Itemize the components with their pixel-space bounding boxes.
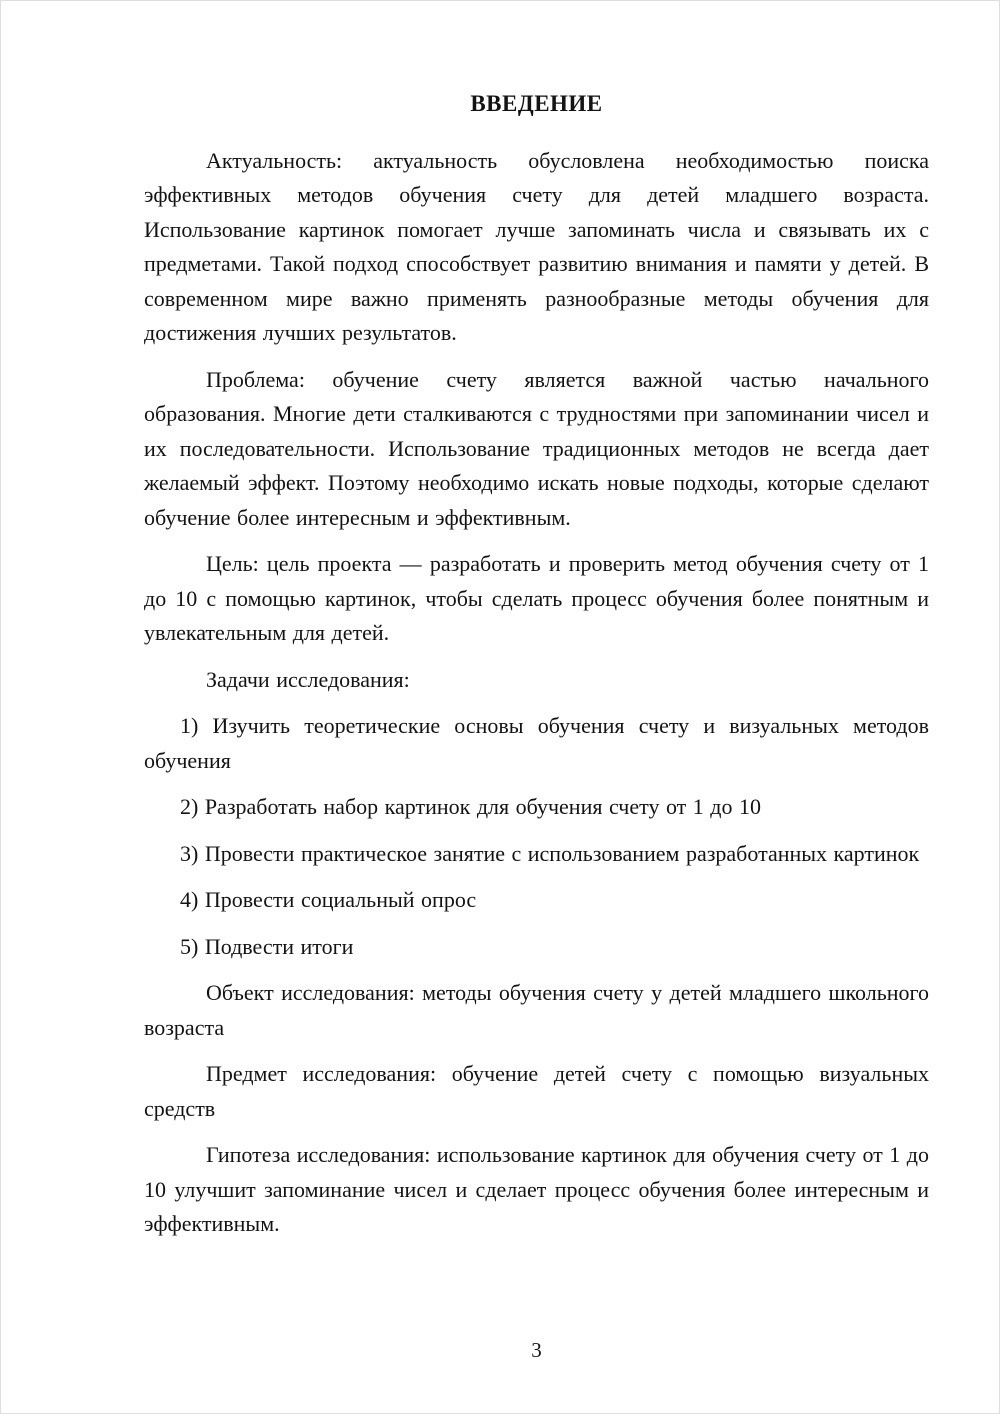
paragraph-goal: Цель: цель проекта — разработать и проверить метод обучения счету от 1 до 10 с помощью картинок, чтобы сделать процесс обучения более понятным и увлекательным для детей.	[144, 551, 929, 645]
task-item-1: 1) Изучить теоретические основы обучения счету и визуальных методов обучения	[144, 713, 929, 773]
paragraph-subject: Предмет исследования: обучение детей счету с помощью визуальных средств	[144, 1061, 929, 1121]
paragraph-object: Объект исследования: методы обучения счету у детей младшего школьного возраста	[144, 980, 929, 1040]
page-number: 3	[531, 1337, 542, 1362]
paragraph-hypothesis: Гипотеза исследования: использование картинок для обучения счету от 1 до 10 улучшит запоминание чисел и сделает процесс обучения более интересным и эффективным.	[144, 1142, 929, 1236]
paragraph-relevance: Актуальность: актуальность обусловлена необходимостью поиска эффективных методов обучения счету для детей младшего возраста. Использование картинок помогает лучше запоминать числа и связывать их с предметами. Такой подход способствует развитию внимания и памяти у детей. В современном мире важно применять разнообразные методы обучения для достижения лучших результатов.	[144, 147, 929, 345]
task-item-3: 3) Провести практическое занятие с использованием разработанных картинок	[180, 840, 920, 866]
paragraph-tasks-heading: Задачи исследования:	[206, 666, 410, 692]
paragraph-problem: Проблема: обучение счету является важной частью начального образования. Многие дети сталкиваются с трудностями при запоминании чисел и их последовательности. Использование традиционных методов не всегда дает желаемый эффект. Поэтому необходимо искать новые подходы, которые сделают обучение более интересным и эффективным.	[144, 366, 929, 530]
task-item-2: 2) Разработать набор картинок для обучения счету от 1 до 10	[180, 794, 761, 819]
task-item-4: 4) Провести социальный опрос	[180, 887, 477, 912]
page-title: ВВЕДЕНИЕ	[470, 91, 603, 116]
task-item-5: 5) Подвести итоги	[180, 933, 354, 959]
